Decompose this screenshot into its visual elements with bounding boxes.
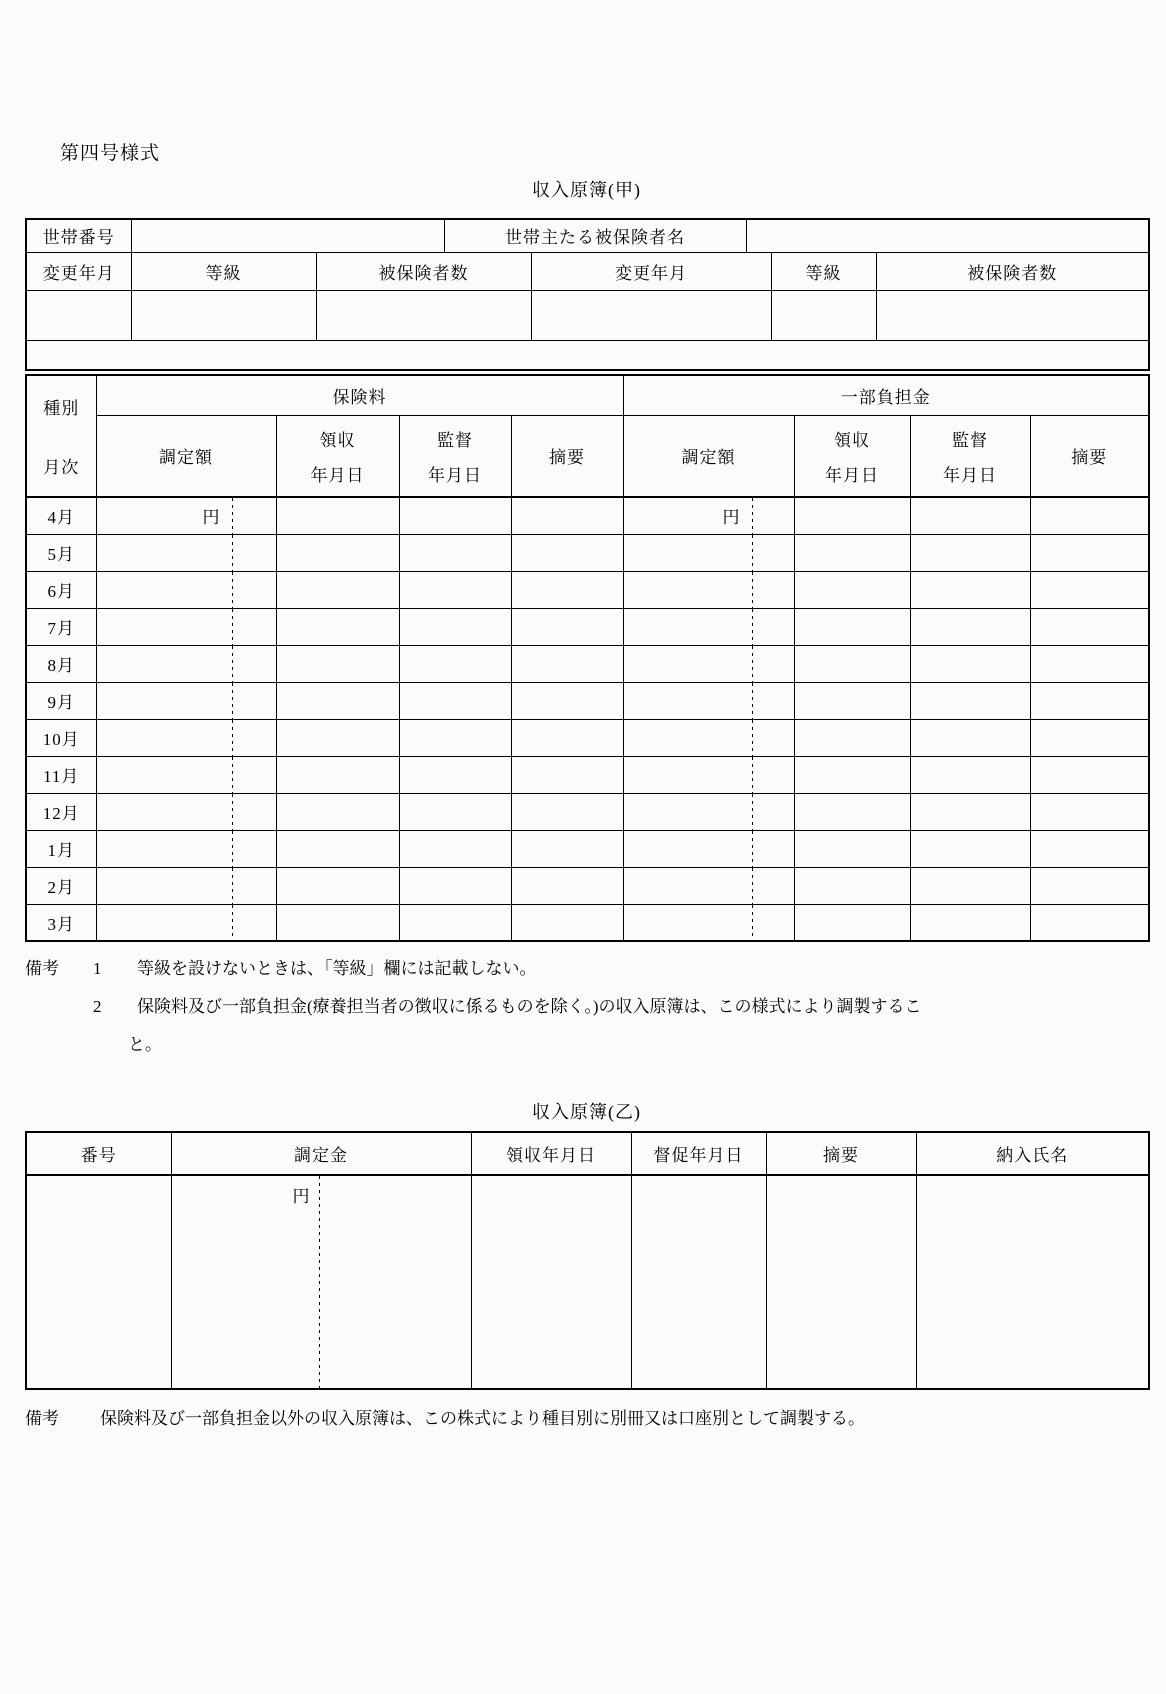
household-number-label: 世帯番号 bbox=[26, 219, 131, 252]
blank-cell bbox=[276, 904, 399, 941]
household-blank-row bbox=[26, 290, 1149, 340]
note-1-number: 1 bbox=[93, 959, 102, 978]
copay-assessed-cell bbox=[623, 645, 794, 682]
blank-cell bbox=[316, 290, 531, 340]
blank-cell bbox=[794, 497, 910, 534]
otsu-table-title: 収入原簿(乙) bbox=[532, 1102, 641, 1122]
blank-cell bbox=[511, 830, 623, 867]
receipt-line1: 領収 bbox=[834, 430, 870, 450]
blank-cell bbox=[399, 608, 511, 645]
blank-cell bbox=[399, 645, 511, 682]
premium-assessed-cell bbox=[96, 682, 276, 719]
blank-cell bbox=[399, 534, 511, 571]
blank-cell bbox=[794, 719, 910, 756]
blank-cell bbox=[794, 534, 910, 571]
blank-cell bbox=[26, 290, 131, 340]
blank-cell bbox=[399, 571, 511, 608]
blank-cell bbox=[1030, 645, 1149, 682]
blank-cell bbox=[916, 1175, 1149, 1389]
premium-remarks-header: 摘要 bbox=[511, 415, 623, 497]
month-cell: 2月 bbox=[26, 867, 96, 904]
blank-cell bbox=[399, 793, 511, 830]
blank-cell bbox=[511, 793, 623, 830]
yen-mark: 円 bbox=[202, 508, 221, 528]
month-cell: 1月 bbox=[26, 830, 96, 867]
month-cell: 11月 bbox=[26, 756, 96, 793]
otsu-table bbox=[25, 1131, 1150, 1390]
insured-count-header: 被保険者数 bbox=[316, 252, 531, 290]
type-month-corner-cell bbox=[26, 375, 96, 497]
premium-receipt-date-header bbox=[276, 415, 399, 497]
blank-cell bbox=[399, 719, 511, 756]
blank-cell bbox=[1030, 571, 1149, 608]
type-label: 種別 bbox=[43, 399, 80, 418]
note-spacer bbox=[25, 994, 93, 1020]
supervision-line2: 年月日 bbox=[428, 465, 482, 485]
blank-cell bbox=[276, 719, 399, 756]
blank-cell bbox=[511, 867, 623, 904]
blank-cell bbox=[276, 756, 399, 793]
month-cell: 10月 bbox=[26, 719, 96, 756]
head-insured-name-label: 世帯主たる被保険者名 bbox=[444, 219, 746, 252]
blank-cell bbox=[771, 290, 876, 340]
remarks-header: 摘要 bbox=[766, 1132, 916, 1175]
blank-cell bbox=[1030, 830, 1149, 867]
month-cell: 12月 bbox=[26, 793, 96, 830]
blank-cell bbox=[910, 608, 1030, 645]
blank-cell bbox=[276, 534, 399, 571]
premium-assessed-cell bbox=[96, 645, 276, 682]
copay-assessed-cell bbox=[623, 793, 794, 830]
blank-cell bbox=[511, 904, 623, 941]
blank-cell bbox=[511, 534, 623, 571]
premium-assessed-header: 調定額 bbox=[96, 415, 276, 497]
blank-cell bbox=[910, 756, 1030, 793]
kou-table-title: 収入原簿(甲) bbox=[532, 180, 641, 200]
head-insured-name-value-cell bbox=[746, 219, 1149, 252]
premium-assessed-cell bbox=[96, 904, 276, 941]
kou-month-row bbox=[26, 904, 1149, 941]
blank-cell bbox=[399, 682, 511, 719]
blank-cell bbox=[1030, 904, 1149, 941]
blank-cell bbox=[910, 497, 1030, 534]
copay-assessed-cell bbox=[623, 867, 794, 904]
premium-assessed-cell bbox=[96, 867, 276, 904]
blank-cell bbox=[511, 645, 623, 682]
grade-header: 等級 bbox=[131, 252, 316, 290]
month-cell: 3月 bbox=[26, 904, 96, 941]
blank-cell bbox=[1030, 756, 1149, 793]
supervision-line1: 監督 bbox=[952, 430, 988, 450]
note-2-number: 2 bbox=[93, 997, 102, 1016]
kou-month-row bbox=[26, 682, 1149, 719]
demand-date-header: 督促年月日 bbox=[631, 1132, 766, 1175]
assessed-amount-header: 調定金 bbox=[171, 1132, 471, 1175]
blank-cell bbox=[910, 830, 1030, 867]
month-cell: 5月 bbox=[26, 534, 96, 571]
blank-cell bbox=[399, 867, 511, 904]
household-table bbox=[25, 218, 1150, 371]
month-label: 月次 bbox=[43, 458, 80, 477]
month-cell: 9月 bbox=[26, 682, 96, 719]
payer-name-header: 納入氏名 bbox=[916, 1132, 1149, 1175]
premium-assessed-cell bbox=[96, 571, 276, 608]
premium-assessed-cell bbox=[96, 534, 276, 571]
premium-assessed-cell bbox=[96, 830, 276, 867]
notes-label: 備考 bbox=[25, 1409, 59, 1428]
supervision-line1: 監督 bbox=[437, 430, 473, 450]
premium-assessed-cell bbox=[96, 608, 276, 645]
copay-assessed-cell bbox=[623, 904, 794, 941]
premium-assessed-cell bbox=[96, 793, 276, 830]
kou-month-rows bbox=[26, 497, 1149, 941]
blank-cell bbox=[1030, 497, 1149, 534]
copay-assessed-cell bbox=[623, 830, 794, 867]
yen-mark: 円 bbox=[292, 1187, 311, 1206]
copay-assessed-header: 調定額 bbox=[623, 415, 794, 497]
blank-cell bbox=[131, 290, 316, 340]
supervision-line2: 年月日 bbox=[943, 465, 997, 485]
kou-month-row bbox=[26, 571, 1149, 608]
blank-cell bbox=[276, 682, 399, 719]
blank-cell bbox=[511, 682, 623, 719]
blank-cell bbox=[511, 756, 623, 793]
blank-cell bbox=[631, 1175, 766, 1389]
blank-cell bbox=[531, 290, 771, 340]
document-page bbox=[25, 0, 1148, 1432]
blank-cell bbox=[910, 719, 1030, 756]
kou-month-row bbox=[26, 534, 1149, 571]
blank-cell bbox=[511, 608, 623, 645]
blank-cell bbox=[511, 571, 623, 608]
household-header-row bbox=[26, 252, 1149, 290]
blank-cell bbox=[399, 756, 511, 793]
yen-mark: 円 bbox=[722, 508, 741, 528]
blank-cell bbox=[399, 904, 511, 941]
kou-month-row bbox=[26, 867, 1149, 904]
blank-cell bbox=[276, 830, 399, 867]
copay-assessed-cell bbox=[623, 534, 794, 571]
kou-month-row bbox=[26, 830, 1149, 867]
blank-cell bbox=[794, 904, 910, 941]
blank-cell bbox=[910, 682, 1030, 719]
blank-cell bbox=[276, 867, 399, 904]
grade-header: 等級 bbox=[771, 252, 876, 290]
kou-month-row bbox=[26, 608, 1149, 645]
blank-cell bbox=[1030, 719, 1149, 756]
blank-cell bbox=[910, 793, 1030, 830]
blank-cell bbox=[511, 719, 623, 756]
blank-cell bbox=[276, 793, 399, 830]
blank-cell bbox=[876, 290, 1149, 340]
receipt-line1: 領収 bbox=[319, 430, 356, 450]
note-2-continuation: と。 bbox=[128, 1035, 162, 1054]
kou-main-table bbox=[25, 374, 1150, 942]
copay-supervision-date-header bbox=[910, 415, 1030, 497]
blank-cell bbox=[794, 867, 910, 904]
premium-assessed-cell bbox=[96, 719, 276, 756]
kou-month-row bbox=[26, 497, 1149, 534]
blank-cell bbox=[910, 571, 1030, 608]
blank-cell bbox=[1030, 793, 1149, 830]
assessed-amount-cell bbox=[171, 1175, 471, 1389]
kou-month-row bbox=[26, 719, 1149, 756]
kou-notes bbox=[25, 956, 1148, 1058]
note-1-text: 等級を設けないときは、「等級」欄には記載しない。 bbox=[137, 959, 537, 978]
blank-cell bbox=[276, 571, 399, 608]
note-line-1 bbox=[25, 956, 1148, 982]
month-cell: 4月 bbox=[26, 497, 96, 534]
blank-strip-cell bbox=[26, 340, 1149, 370]
copay-assessed-cell bbox=[623, 682, 794, 719]
receipt-line2: 年月日 bbox=[825, 465, 879, 485]
household-row-1 bbox=[26, 219, 1149, 252]
blank-cell bbox=[794, 645, 910, 682]
note-2-text: 保険料及び一部負担金(療養担当者の徴収に係るものを除く。)の収入原簿は、この様式により調製するこ bbox=[137, 997, 922, 1016]
blank-cell bbox=[1030, 682, 1149, 719]
insured-count-header: 被保険者数 bbox=[876, 252, 1149, 290]
premium-group-header: 保険料 bbox=[96, 375, 623, 415]
kou-month-row bbox=[26, 756, 1149, 793]
blank-cell bbox=[794, 682, 910, 719]
kou-sub-header-row bbox=[26, 415, 1149, 497]
blank-cell bbox=[794, 793, 910, 830]
blank-cell bbox=[276, 497, 399, 534]
copay-assessed-cell bbox=[623, 608, 794, 645]
blank-cell bbox=[1030, 534, 1149, 571]
premium-supervision-date-header bbox=[399, 415, 511, 497]
household-spacer-row bbox=[26, 340, 1149, 370]
blank-cell bbox=[910, 645, 1030, 682]
copay-remarks-header: 摘要 bbox=[1030, 415, 1149, 497]
month-cell: 7月 bbox=[26, 608, 96, 645]
blank-cell bbox=[910, 867, 1030, 904]
household-number-value-cell bbox=[131, 219, 444, 252]
copay-assessed-cell bbox=[623, 497, 794, 534]
receipt-line2: 年月日 bbox=[310, 465, 365, 485]
blank-cell bbox=[276, 645, 399, 682]
blank-cell bbox=[794, 608, 910, 645]
month-cell: 6月 bbox=[26, 571, 96, 608]
otsu-body-row bbox=[26, 1175, 1149, 1389]
otsu-note-text: 保険料及び一部負担金以外の収入原簿は、この株式により種目別に別冊又は口座別として調製する。 bbox=[100, 1409, 865, 1428]
copay-group-header: 一部負担金 bbox=[623, 375, 1149, 415]
blank-cell bbox=[276, 608, 399, 645]
blank-cell bbox=[511, 497, 623, 534]
blank-cell bbox=[766, 1175, 916, 1389]
note-line-3 bbox=[25, 1032, 1148, 1058]
notes-label: 備考 bbox=[25, 959, 59, 978]
blank-cell bbox=[1030, 608, 1149, 645]
blank-cell bbox=[794, 571, 910, 608]
month-cell: 8月 bbox=[26, 645, 96, 682]
kou-group-header-row bbox=[26, 375, 1149, 415]
copay-assessed-cell bbox=[623, 719, 794, 756]
kou-month-row bbox=[26, 645, 1149, 682]
otsu-header-row bbox=[26, 1132, 1149, 1175]
blank-cell bbox=[1030, 867, 1149, 904]
premium-assessed-cell bbox=[96, 497, 276, 534]
blank-cell bbox=[794, 756, 910, 793]
blank-cell bbox=[910, 904, 1030, 941]
copay-assessed-cell bbox=[623, 571, 794, 608]
number-header: 番号 bbox=[26, 1132, 171, 1175]
change-date-header: 変更年月 bbox=[531, 252, 771, 290]
receipt-date-header: 領収年月日 bbox=[471, 1132, 631, 1175]
blank-cell bbox=[471, 1175, 631, 1389]
change-date-header: 変更年月 bbox=[26, 252, 131, 290]
blank-cell bbox=[794, 830, 910, 867]
blank-cell bbox=[910, 534, 1030, 571]
blank-cell bbox=[399, 497, 511, 534]
copay-assessed-cell bbox=[623, 756, 794, 793]
note-line-2 bbox=[25, 994, 1148, 1020]
form-number: 第四号様式 bbox=[60, 143, 161, 164]
blank-cell bbox=[26, 1175, 171, 1389]
premium-assessed-cell bbox=[96, 756, 276, 793]
copay-receipt-date-header bbox=[794, 415, 910, 497]
otsu-note bbox=[25, 1406, 1148, 1432]
kou-month-row bbox=[26, 793, 1149, 830]
blank-cell bbox=[399, 830, 511, 867]
